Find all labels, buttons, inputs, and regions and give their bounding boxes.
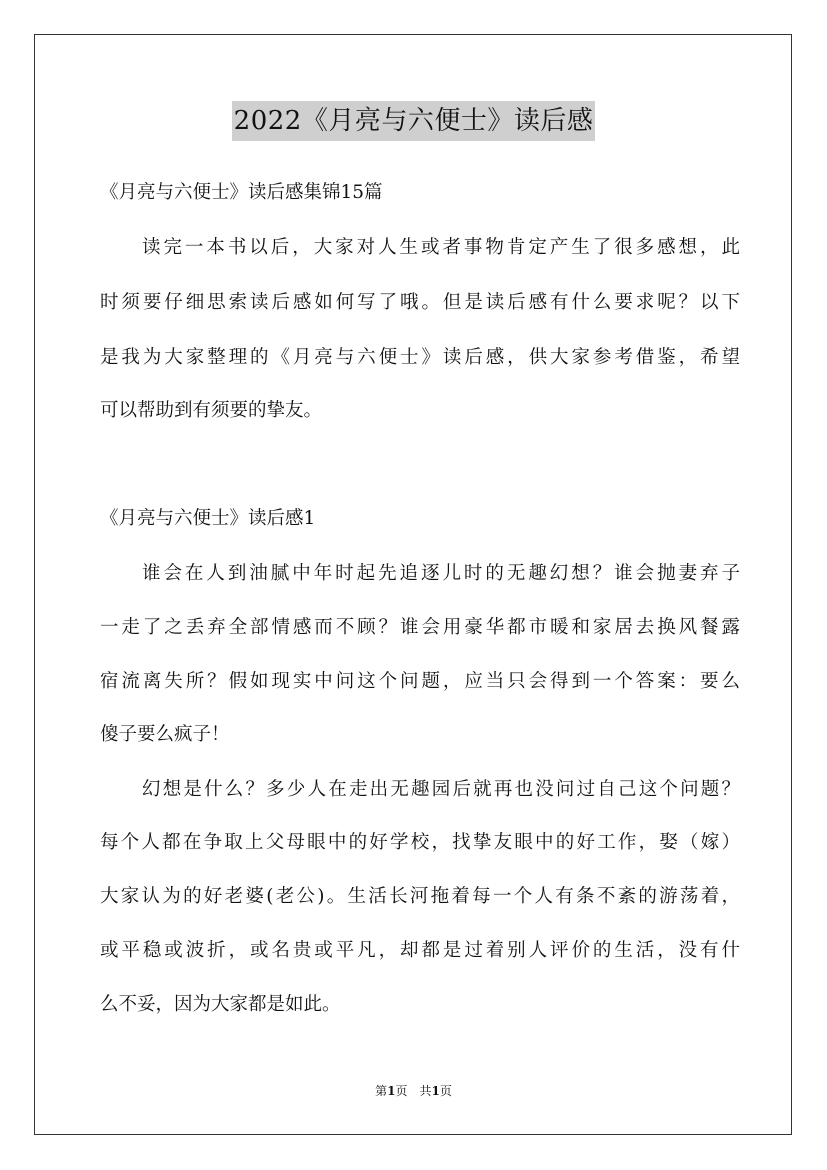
document-subtitle: 《月亮与六便士》读后感集锦15篇 (100, 182, 383, 203)
footer-page-mid: 页 共 (395, 1084, 432, 1098)
intro-line-4: 可以帮助到有须要的挚友。 (100, 400, 323, 421)
para1-line-4: 傻子要么疯子！ (100, 724, 230, 745)
para2-line-5: 么不妥，因为大家都是如此。 (100, 994, 341, 1015)
para1-line-3: 宿流离失所？假如现实中问这个问题，应当只会得到一个答案：要么 (100, 671, 740, 692)
document-title: 2022《月亮与六便士》读后感 (232, 101, 596, 141)
section1-heading: 《月亮与六便士》读后感1 (100, 508, 316, 529)
para2-line-2: 每个人都在争取上父母眼中的好学校，找挚友眼中的好工作，娶（嫁） (100, 832, 740, 853)
para2-line-3: 大家认为的好老婆(老公)。生活长河拖着每一个人有条不紊的游荡着， (100, 886, 740, 907)
intro-line-3: 是我为大家整理的《月亮与六便士》读后感，供大家参考借鉴，希望 (100, 347, 740, 368)
footer-page-current: 1 (387, 1084, 396, 1098)
para1-line-1: 谁会在人到油腻中年时起先追逐儿时的无趣幻想？谁会抛妻弃子 (142, 563, 740, 584)
footer-page-total: 1 (431, 1084, 440, 1098)
page-footer (0, 1082, 827, 1100)
para2-line-1: 幻想是什么？多少人在走出无趣园后就再也没问过自己这个问题？ (142, 779, 740, 800)
para2-line-4: 或平稳或波折，或名贵或平凡，却都是过着别人评价的生活，没有什 (100, 940, 740, 961)
intro-line-1: 读完一本书以后，大家对人生或者事物肯定产生了很多感想，此 (142, 237, 740, 258)
footer-page-prefix: 第 (375, 1084, 388, 1098)
intro-line-2: 时须要仔细思索读后感如何写了哦。但是读后感有什么要求呢？以下 (100, 292, 740, 313)
para1-line-2: 一走了之丢弃全部情感而不顾？谁会用豪华都市暖和家居去换风餐露 (100, 617, 740, 638)
title-container (0, 101, 827, 141)
footer-page-suffix: 页 (439, 1084, 452, 1098)
